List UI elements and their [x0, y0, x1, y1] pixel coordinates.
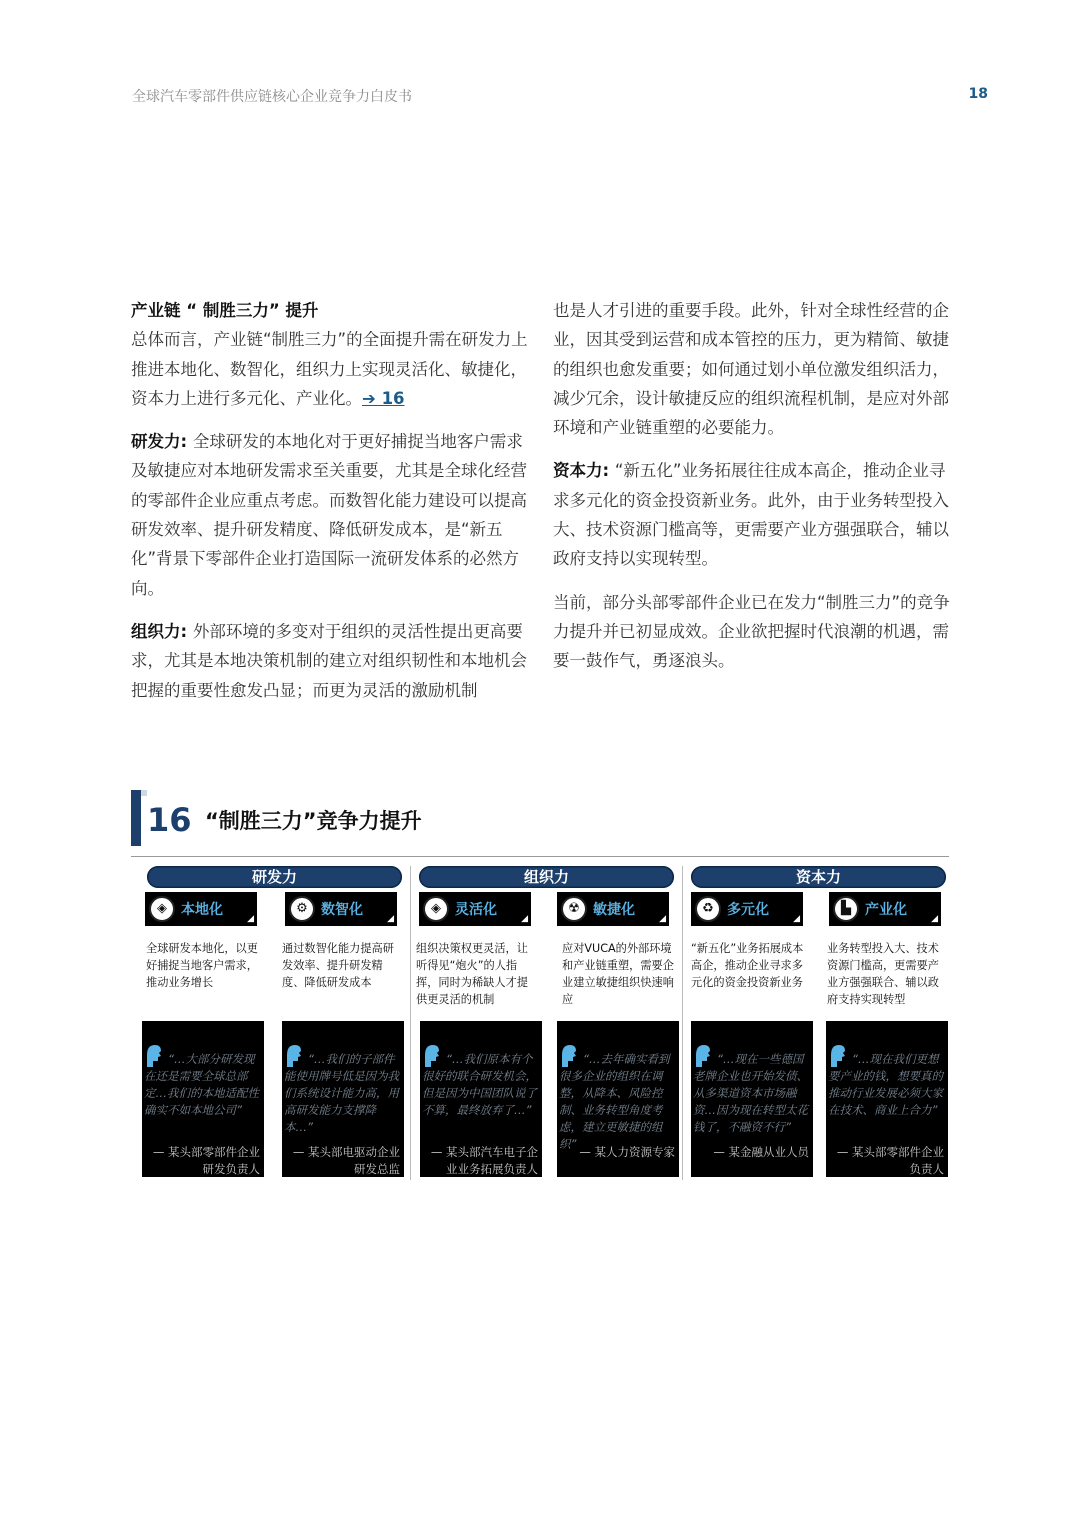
section-heading: 产业链 “ 制胜三力” 提升 [131, 301, 319, 320]
quote-source: — 某头部汽车电子企业业务拓展负责人 [430, 1145, 538, 1176]
item-description: 组织决策权更灵活，让听得见“炮火”的人指挥，同时为稀缺人才提供更灵活的机制 [416, 942, 528, 1006]
figure-marker [131, 790, 141, 846]
running-header-title: 全球汽车零部件供应链核心企业竞争力白皮书 [132, 89, 412, 105]
group-rd-pill: 研发力 [147, 866, 402, 888]
tag-label: 本地化 [181, 902, 223, 918]
chip-icon: ⚙ [289, 896, 315, 922]
corner-mark: ◢ [521, 914, 528, 924]
tag-industrialization [829, 892, 941, 926]
org-continuation: 也是人才引进的重要手段。此外，针对全球性经营的企业，因其受到运营和成本管控的压力，更为精简、敏捷的组织也愈发重要；如何通过划小单位激发组织活力，减少冗余，设计敏捷反应的组织流程机制，是应对外部环境和产业链重塑的必要能力。 [553, 301, 949, 438]
item-description: “新五化”业务拓展成本高企，推动企业寻求多元化的资金投资新业务 [691, 942, 804, 989]
figure-reference-link[interactable]: ➔ 16 [362, 388, 405, 408]
group-org-pill: 组织力 [419, 866, 674, 888]
column-separator [410, 866, 411, 1180]
intro-paragraph [131, 325, 531, 413]
capital-paragraph [553, 456, 953, 573]
tag-localization [145, 892, 257, 926]
figure-marker-accent [141, 790, 147, 796]
page-number: 18 [968, 86, 988, 102]
rd-text: 全球研发的本地化对于更好捕捉当地客户需求及敏捷应对本地研发需求至关重要，尤其是全球化经营的零部件企业应重点考虑。而数智化能力建设可以提高研发效率、提升研发精度、降低研发成本，是“新五化”背景下零部件企业打造国际一流研发体系的必然方向。 [131, 432, 527, 598]
tag-label: 敏捷化 [593, 902, 635, 918]
tag-flexibility [419, 892, 531, 926]
item-description: 业务转型投入大、技术资源门槛高，更需要产业方强强联合、辅以政府支持实现转型 [827, 942, 939, 1006]
quote-source: — 某头部零部件企业研发负责人 [152, 1145, 260, 1176]
quote-text: “…去年确实看到很多企业的组织在调整，从降本、风险控制、业务转型角度考虑，建立更敏捷的组织” [559, 1052, 670, 1151]
group-capital-pill: 资本力 [691, 866, 946, 888]
quote-text: “…我们的子部件能使用牌号低是因为我们系统设计能力高，用高研发能力支撑降本…” [284, 1052, 399, 1134]
tag-label: 灵活化 [455, 902, 497, 918]
corner-mark: ◢ [387, 914, 394, 924]
tag-diversification [691, 892, 803, 926]
quote-source: — 某头部电驱动企业研发总监 [292, 1145, 400, 1176]
corner-mark: ◢ [931, 914, 938, 924]
rd-paragraph [131, 427, 531, 603]
closing-paragraph: 当前，部分头部零部件企业已在发力“制胜三力”的竞争力提升并已初显成效。企业欲把握时代浪潮的机遇，需要一鼓作气，勇逐浪头。 [553, 592, 950, 671]
quote-text: “…现在一些德国老牌企业也开始发债、从多渠道资本市场融资…因为现在转型太花钱了，不融资不行” [693, 1052, 808, 1134]
item-description: 应对VUCA的外部环境和产业链重塑，需要企业建立敏捷组织快速响应 [562, 942, 674, 1006]
quote-box [826, 1021, 948, 1177]
org-paragraph [131, 617, 531, 705]
figure-title: “制胜三力”竞争力提升 [205, 809, 422, 833]
quote-source: — 某金融从业人员 [713, 1145, 809, 1159]
rd-lead: 研发力: [131, 432, 193, 452]
org-lead: 组织力: [131, 621, 193, 641]
tag-label: 数智化 [321, 902, 363, 918]
corner-mark: ◢ [793, 914, 800, 924]
cycle-icon: ♻ [695, 896, 721, 922]
item-description: 全球研发本地化，以更好捕捉当地客户需求，推动业务增长 [146, 942, 258, 989]
intro-text: 总体而言，产业链“制胜三力”的全面提升需在研发力上推进本地化、数智化，组织力上实现灵活化、敏捷化，资本力上进行多元化、产业化。 [131, 330, 528, 408]
quote-source: — 某人力资源专家 [579, 1145, 675, 1159]
quote-box [142, 1021, 264, 1177]
quote-box [420, 1021, 542, 1177]
quote-box [557, 1021, 679, 1177]
quote-text: “…现在我们更想要产业的钱，想要真的推动行业发展必须大家在技术、商业上合力” [828, 1052, 943, 1117]
figure-divider [131, 856, 949, 857]
column-separator [682, 866, 683, 1180]
item-description: 通过数智化能力提高研发效率、提升研发精度、降低研发成本 [282, 942, 394, 989]
left-text-column [131, 296, 531, 719]
map-icon: ◈ [149, 896, 175, 922]
quote-source: — 某头部零部件企业负责人 [836, 1145, 944, 1176]
tag-label: 多元化 [727, 902, 769, 918]
quote-text: “…大部分研发现在还是需要全球总部定…我们的本地适配性确实不如本地公司” [144, 1052, 259, 1117]
org-text: 外部环境的多变对于组织的灵活性提出更高要求，尤其是本地决策机制的建立对组织韧性和本地机会把握的重要性愈发凸显；而更为灵活的激励机制 [131, 621, 527, 700]
factory-icon: ▙ [833, 896, 859, 922]
hazard-icon: ☢ [561, 896, 587, 922]
right-text-column [553, 296, 953, 690]
capital-text: “新五化”业务拓展往往成本高企，推动企业寻求多元化的资金投资新业务。此外，由于业务转型投入大、技术资源门槛高等，更需要产业方强强联合，辅以政府支持以实现转型。 [553, 461, 949, 569]
tag-digitalization [285, 892, 397, 926]
quote-box [691, 1021, 813, 1177]
tag-label: 产业化 [865, 902, 907, 918]
figure-number: 16 [147, 801, 192, 839]
quote-box [282, 1021, 404, 1177]
corner-mark: ◢ [247, 914, 254, 924]
capital-lead: 资本力: [553, 461, 615, 481]
map-icon: ◈ [423, 896, 449, 922]
tag-agility [557, 892, 669, 926]
quote-text: “…我们原本有个很好的联合研发机会，但是因为中国团队说了不算，最终放弃了…” [422, 1052, 537, 1117]
corner-mark: ◢ [659, 914, 666, 924]
